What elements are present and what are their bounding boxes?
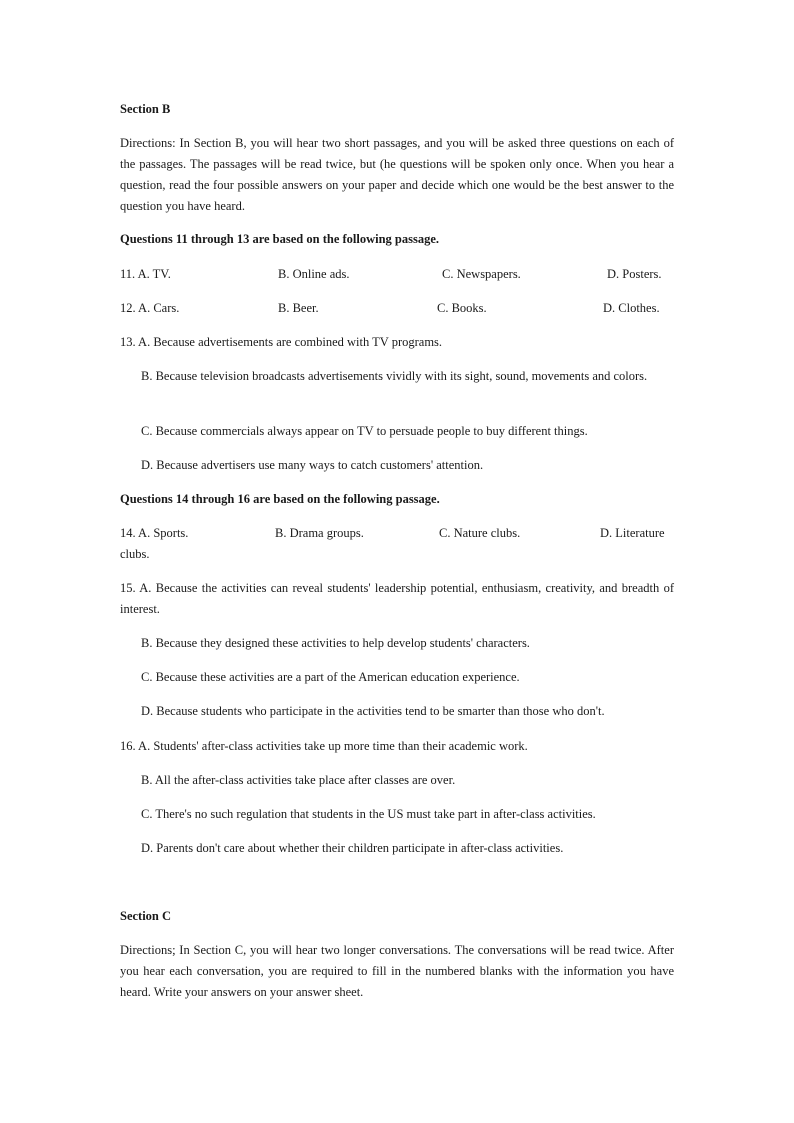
q13-option-a: 13. A. Because advertisements are combined with TV programs. <box>120 335 443 349</box>
question-12 <box>120 298 674 319</box>
q15-option-b: B. Because they designed these activities to help develop students' characters. <box>141 636 530 650</box>
q13-option-d: D. Because advertisers use many ways to catch customers' attention. <box>141 458 484 472</box>
section-c-directions: Directions; In Section C, you will hear two longer conversations. The conversations will be read twice. After you hear each conversation, you are required to fill in the numbered blanks with the information you have heard. Write your answers on your answer sheet. <box>120 943 674 999</box>
q11-option-a: 11. A. TV. <box>120 267 171 281</box>
section-b-directions: Directions: In Section B, you will hear two short passages, and you will be asked three questions on each of the passages. The passages will be read twice, but (he questions will be spoken only once. When you hear a question, read the four possible answers on your paper and decide which one would be the best answer to the question you have heard. <box>120 136 674 213</box>
group2-title: Questions 14 through 16 are based on the following passage. <box>120 492 440 506</box>
q16-option-b: B. All the after-class activities take place after classes are over. <box>141 773 456 787</box>
q13-option-b: B. Because television broadcasts advertisements vividly with its sight, sound, movements and colors. <box>141 369 648 383</box>
q11-option-d: D. Posters. <box>607 267 662 281</box>
q11-option-c: C. Newspapers. <box>442 267 521 281</box>
q12-option-b: B. Beer. <box>278 301 319 315</box>
question-11 <box>120 264 674 285</box>
q16-option-c: C. There's no such regulation that students in the US must take part in after-class activities. <box>141 807 596 821</box>
q14-option-b: B. Drama groups. <box>275 526 364 540</box>
q16-option-a: 16. A. Students' after-class activities take up more time than their academic work. <box>120 739 528 753</box>
section-c-heading: Section C <box>120 909 172 923</box>
q14-option-d-continued: clubs. <box>120 547 150 561</box>
q12-option-c: C. Books. <box>437 301 487 315</box>
q12-option-d: D. Clothes. <box>603 301 660 315</box>
q14-option-d: D. Literature <box>600 526 665 540</box>
q11-option-b: B. Online ads. <box>278 267 350 281</box>
q14-option-a: 14. A. Sports. <box>120 526 189 540</box>
q15-option-c: C. Because these activities are a part of the American education experience. <box>141 670 520 684</box>
question-14 <box>120 523 674 544</box>
q14-option-c: C. Nature clubs. <box>439 526 521 540</box>
q12-option-a: 12. A. Cars. <box>120 301 180 315</box>
q13-option-c: C. Because commercials always appear on TV to persuade people to buy different things. <box>141 424 588 438</box>
q15-option-d: D. Because students who participate in the activities tend to be smarter than those who don't. <box>141 704 605 718</box>
group1-title: Questions 11 through 13 are based on the following passage. <box>120 232 440 246</box>
section-b-heading: Section B <box>120 102 171 116</box>
q15-option-a: 15. A. Because the activities can reveal students' leadership potential, enthusiasm, creativity, and breadth of interest. <box>120 581 674 616</box>
q16-option-d: D. Parents don't care about whether their children participate in after-class activities. <box>141 841 564 855</box>
